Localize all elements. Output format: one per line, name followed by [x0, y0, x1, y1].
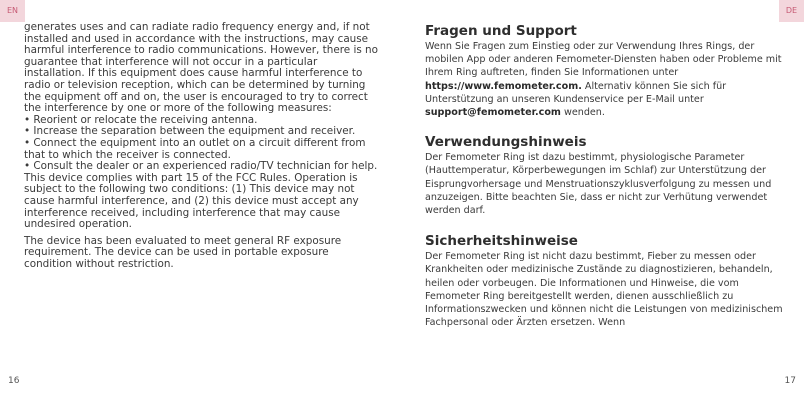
right-page — [402, 0, 804, 402]
rf-exposure-paragraph: The device has been evaluated to meet general RF exposure requirement. The device can be used in portable exposure condition without restriction. — [24, 234, 342, 270]
measure-different-outlet: • Connect the equipment into an outlet on a circuit different from that to which the receiver is connected. — [24, 136, 366, 161]
fcc-statement — [24, 22, 380, 270]
measure-reorient-antenna: • Reorient or relocate the receiving antenna. — [24, 113, 258, 126]
safety-heading: Sicherheitshinweise — [425, 233, 578, 250]
support-heading: Fragen und Support — [425, 23, 577, 39]
page-number-right: 17 — [784, 376, 796, 386]
safety-paragraph: Der Femometer Ring ist nicht dazu bestimmt, Fieber zu messen oder Krankheiten oder medizinische Zustände zu diagnostizieren, behandeln, heilen oder vorbeugen. Die Informationen und Hinweise, die vom Femometer Ring bereitgestellt werden, dienen ausschließlich zu Informationszwecken und können nicht die Leistungen von medizinischem Fachpersonal oder Ärzten ersetzen. Wenn — [425, 251, 783, 329]
support-email: support@femometer.com — [425, 107, 561, 119]
usage-heading: Verwendungshinweis — [425, 134, 587, 151]
language-tab-de: DE — [779, 0, 804, 22]
language-tab-en: EN — [0, 0, 25, 22]
fcc-paragraph-part15: This device complies with part 15 of the FCC Rules. Operation is subject to the following two conditions: (1) This device may not cause harmful interference, and (2) this device must accept any interference received, including interference that may cause undesired operation. — [24, 171, 359, 231]
support-text-end: wenden. — [560, 107, 605, 119]
support-paragraph — [425, 40, 785, 119]
german-content — [425, 22, 785, 329]
page-number-left: 16 — [8, 376, 20, 386]
usage-paragraph: Der Femometer Ring ist dazu bestimmt, physiologische Parameter (Hauttemperatur, Körperbewegungen im Schlaf) zur Unterstützung der Eisprungvorhersage und Menstruationszyklusverfolgung zu messen und anzuzeigen. Bitte beachten Sie, dass er nicht zur Verhütung verwendet werden darf. — [425, 152, 772, 217]
support-text-alternative: Alternativ können Sie sich für Unterstützung an unseren Kundenservice per E-Mail unter — [425, 80, 727, 105]
fcc-paragraph-interference: generates uses and can radiate radio frequency energy and, if not installed and used in accordance with the instructions, may cause harmful interference to radio communications. However, there is no guarantee that interference will not occur in a particular installation. If this equipment does cause harmful interference to radio or television reception, which can be determined by turning the equipment off and on, the user is encouraged to try to correct the interference by one or more of the following measures: — [24, 21, 378, 115]
support-text-intro: Wenn Sie Fragen zum Einstieg oder zur Verwendung Ihres Rings, der mobilen App oder anderen Femometer-Diensten haben oder Probleme mit Ihrem Ring auftreten, finden Sie Informationen unter — [425, 41, 782, 79]
measure-increase-separation: • Increase the separation between the equipment and receiver. — [24, 125, 356, 138]
support-url: https://www.femometer.com. — [425, 80, 582, 92]
measure-consult-dealer: • Consult the dealer or an experienced radio/TV technician for help. — [24, 160, 378, 173]
